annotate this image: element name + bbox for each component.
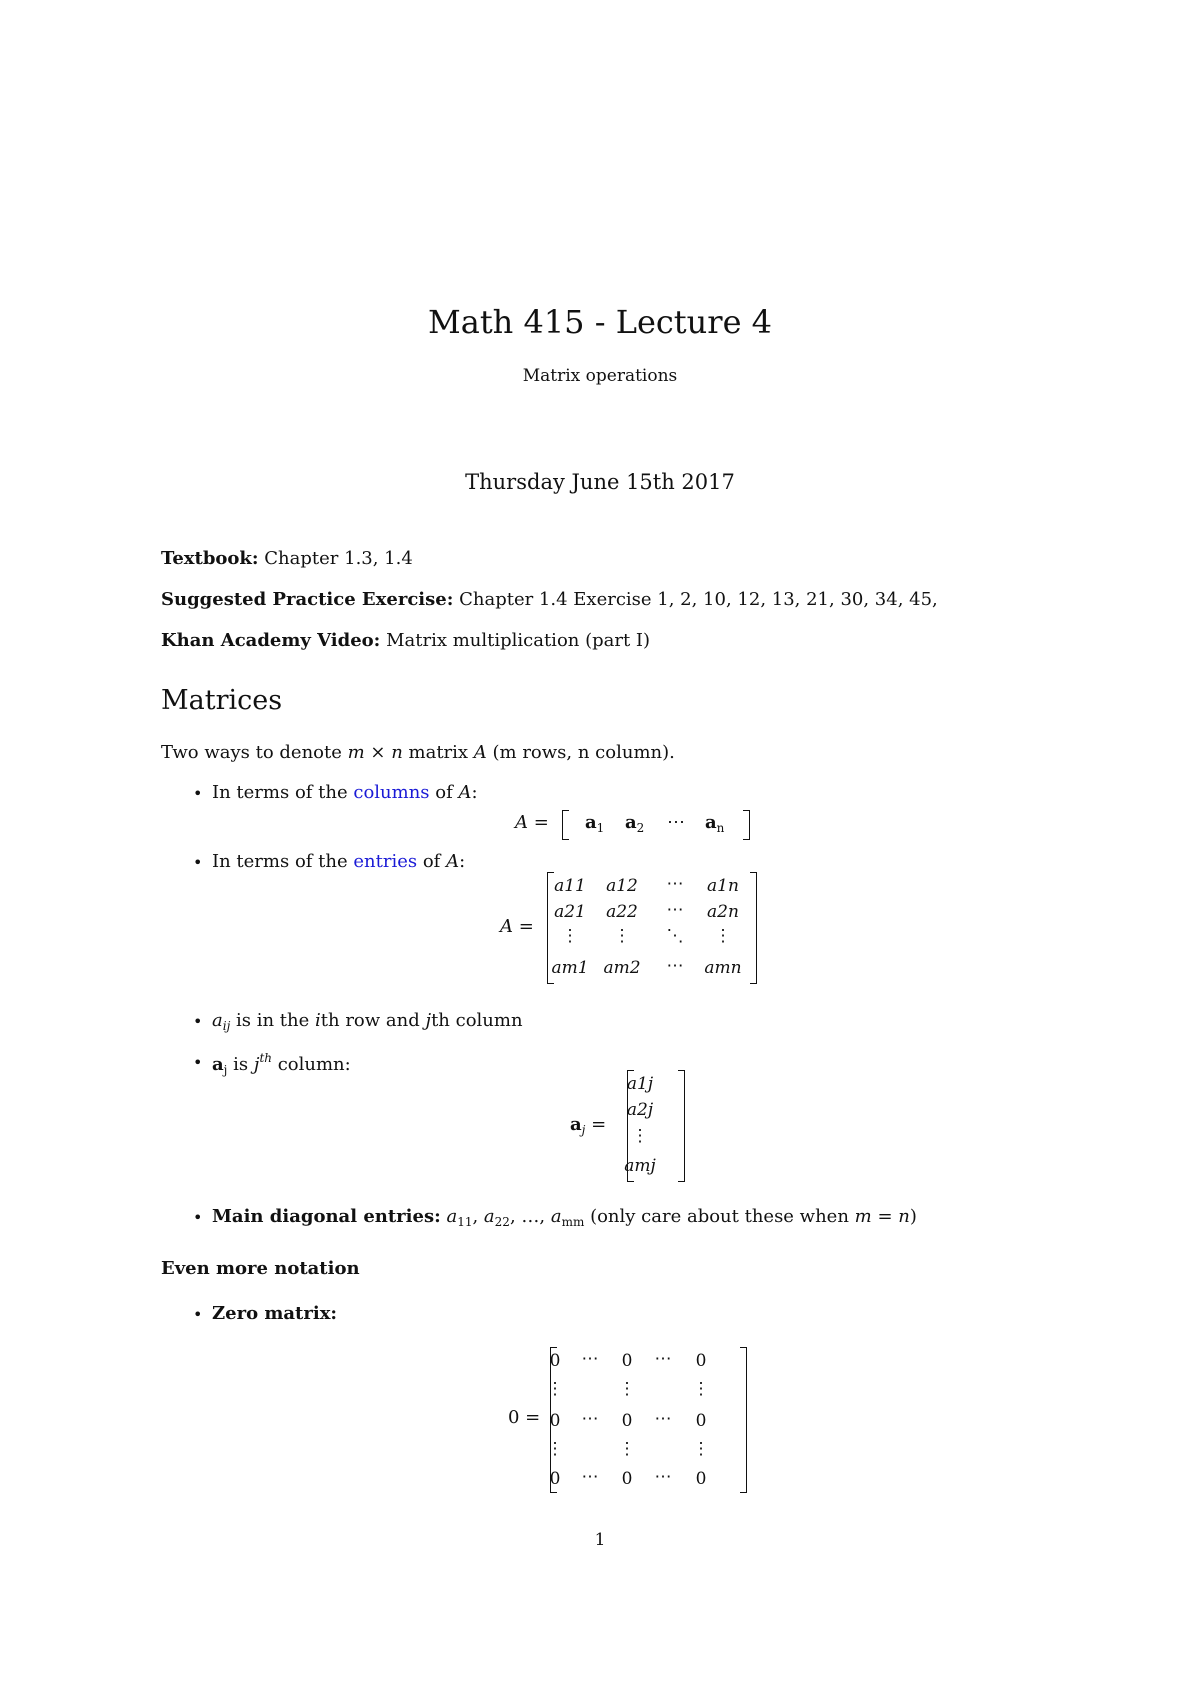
zero-cell: ⋮	[692, 1439, 710, 1459]
matrix-cell: ⋱	[666, 926, 684, 946]
bullet-aj: $a_j$ is $j^{th}$ column:	[212, 1051, 351, 1077]
zero-cell: ⋯	[581, 1467, 599, 1487]
entries-matrix	[500, 870, 760, 986]
matrix-cell: ⋯	[666, 874, 684, 894]
zero-cell: 0	[549, 1411, 561, 1431]
zero-cell: 0	[549, 1351, 561, 1371]
lecture-date: Thursday June 15th 2017	[465, 470, 735, 494]
bullet-dot: •	[193, 1053, 203, 1072]
columns-link[interactable]: columns	[353, 782, 430, 803]
zero-cell: ⋮	[546, 1439, 564, 1459]
matrix-cell: ⋯	[666, 900, 684, 920]
vector-cell: ⋮	[631, 1126, 649, 1146]
column-an: $a_n$	[705, 812, 725, 835]
column-equation	[515, 810, 755, 840]
matrix-cell: am1	[551, 958, 589, 978]
page-title: Math 415 - Lecture 4	[427, 303, 773, 341]
video-line	[161, 630, 650, 651]
zero-cell: ⋮	[618, 1439, 636, 1459]
matrix-cell: ⋮	[561, 926, 579, 946]
zero-cell: ⋮	[546, 1379, 564, 1399]
zero-matrix-label: Zero matrix:	[212, 1303, 338, 1324]
matrix-cell: amn	[704, 958, 742, 978]
column-dots: ⋯	[667, 812, 685, 833]
matrix-cell: a21	[554, 902, 586, 922]
zero-cell: 0	[695, 1351, 707, 1371]
page-number: 1	[594, 1530, 606, 1550]
zero-cell: 0	[695, 1411, 707, 1431]
bullet-dot: •	[193, 1208, 203, 1227]
bullet-dot: •	[193, 1012, 203, 1031]
entries-link[interactable]: entries	[353, 851, 418, 872]
page-subtitle: Matrix operations	[522, 366, 678, 386]
column-eq-lhs: A =	[515, 812, 549, 833]
bullet-columns: In terms of the columns of A:	[212, 782, 478, 803]
zero-matrix	[505, 1345, 755, 1495]
column-a2: $a_2$	[625, 812, 645, 835]
section-heading: Matrices	[161, 685, 283, 716]
column-a1: $a_1$	[585, 812, 605, 835]
bullet-aij: $a_{ij}$ is in the ith row and jth column	[212, 1010, 523, 1033]
video-label: Khan Academy Video:	[161, 630, 381, 651]
entries-matrix-lhs: A =	[500, 916, 534, 937]
bullet-dot: •	[193, 853, 203, 872]
vector-cell: a1j	[626, 1074, 654, 1094]
textbook-line	[161, 548, 413, 569]
practice-label: Suggested Practice Exercise:	[161, 589, 454, 610]
zero-cell: 0	[621, 1469, 633, 1489]
bullet-main-diagonal: Main diagonal entries: $a_{11}$, $a_{22}$, …, $a_{mm}$ (only care about these when m = n)	[212, 1206, 917, 1229]
left-bracket	[562, 810, 569, 840]
notation-heading: Even more notation	[161, 1258, 360, 1279]
zero-cell: ⋯	[581, 1349, 599, 1369]
right-bracket	[743, 810, 750, 840]
matrix-cell: ⋮	[714, 926, 732, 946]
right-bracket	[740, 1347, 747, 1493]
right-bracket	[750, 872, 757, 984]
right-bracket	[678, 1070, 685, 1182]
matrix-cell: a22	[606, 902, 638, 922]
matrix-cell: a11	[554, 876, 586, 896]
matrix-cell: a1n	[707, 876, 739, 896]
zero-cell: 0	[621, 1411, 633, 1431]
zero-cell: ⋯	[654, 1467, 672, 1487]
matrix-cell: ⋯	[666, 956, 684, 976]
video-value: Matrix multiplication (part I)	[386, 630, 651, 651]
practice-value: Chapter 1.4 Exercise 1, 2, 10, 12, 13, 21, 30, 34, 45,	[459, 589, 938, 610]
zero-cell: ⋮	[692, 1379, 710, 1399]
bullet-dot: •	[193, 1305, 203, 1324]
zero-cell: 0	[695, 1469, 707, 1489]
bullet-entries: In terms of the entries of A:	[212, 851, 466, 872]
zero-cell: ⋮	[618, 1379, 636, 1399]
bullet-dot: •	[193, 784, 203, 803]
zero-cell: ⋯	[581, 1409, 599, 1429]
matrix-cell: a12	[606, 876, 638, 896]
practice-line	[161, 589, 938, 610]
zero-matrix-lhs: 0 =	[508, 1407, 541, 1428]
vector-cell: amj	[624, 1156, 656, 1176]
matrix-cell: ⋮	[613, 926, 631, 946]
matrix-cell: am2	[603, 958, 641, 978]
aj-vector-lhs: $a_j$ =	[570, 1114, 607, 1137]
textbook-label: Textbook:	[161, 548, 259, 569]
zero-cell: ⋯	[654, 1409, 672, 1429]
aj-vector	[570, 1068, 690, 1184]
zero-cell: ⋯	[654, 1349, 672, 1369]
vector-cell: a2j	[626, 1100, 654, 1120]
textbook-value: Chapter 1.3, 1.4	[264, 548, 413, 569]
zero-cell: 0	[621, 1351, 633, 1371]
section-intro: Two ways to denote m × n matrix A (m rows, n column).	[161, 742, 675, 763]
zero-cell: 0	[549, 1469, 561, 1489]
matrix-cell: a2n	[707, 902, 739, 922]
